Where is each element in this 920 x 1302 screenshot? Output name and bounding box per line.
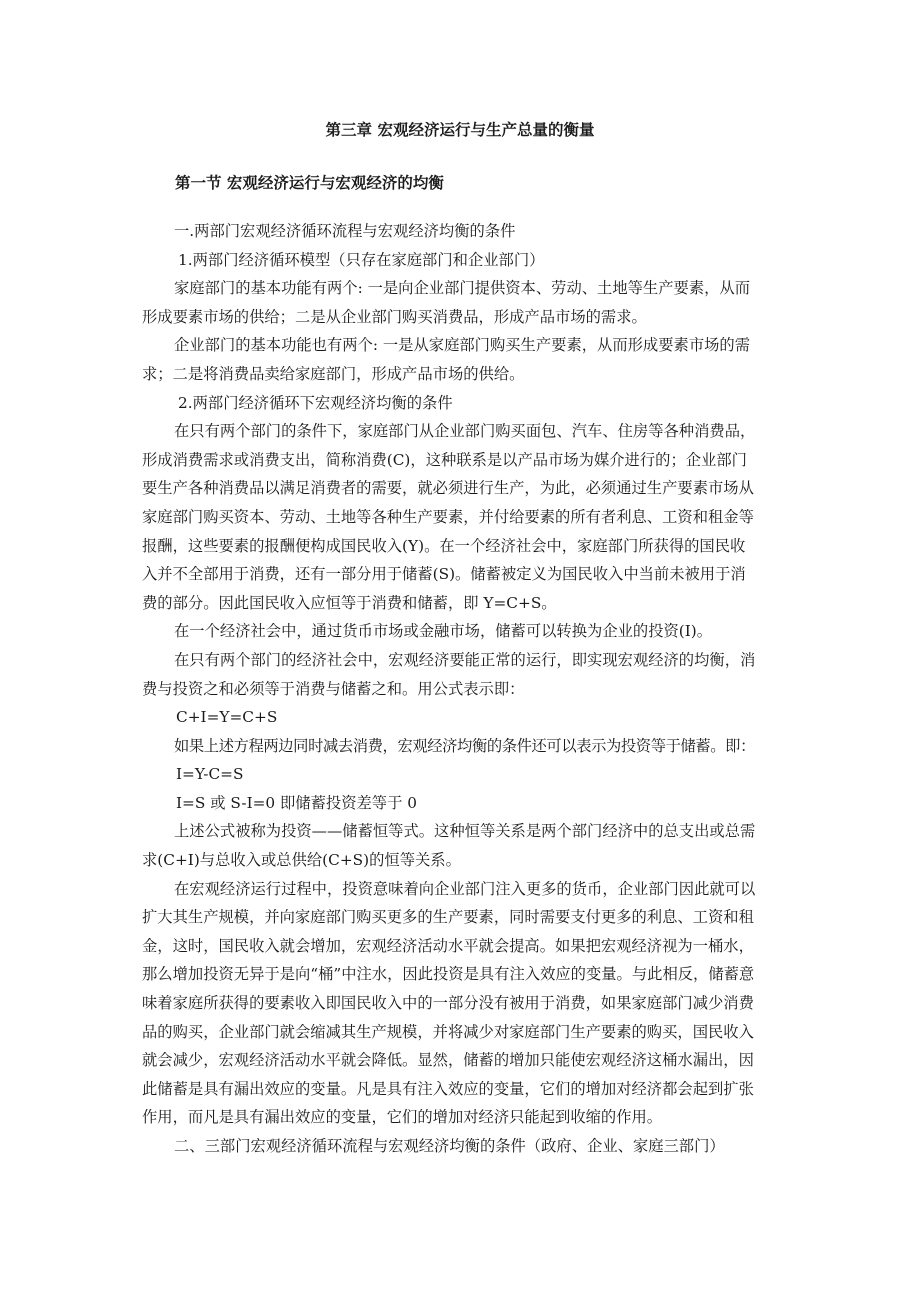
paragraph-injection-leakage-line: 作用，而凡是具有漏出效应的变量，它们的增加对经济只能起到收缩的作用。 (142, 1108, 663, 1127)
paragraph-identity-line: 求(C+I)与总收入或总供给(C+S)的恒等关系。 (142, 851, 461, 870)
paragraph-equilibrium-line: 费与投资之和必须等于消费与储蓄之和。用公式表示即： (142, 679, 525, 698)
paragraph-injection-leakage-line: 扩大其生产规模，并向家庭部门购买更多的生产要素，同时需要支付更多的利息、工资和租 (142, 908, 754, 927)
paragraph-two-sector-line: 费的部分。因此国民收入应恒等于消费和储蓄，即 Y=C+S。 (142, 593, 557, 612)
paragraph-two-sector-line: 形成消费需求或消费支出，简称消费(C)，这种联系是以产品市场为媒介进行的；企业部门 (142, 450, 747, 469)
paragraph-two-sector-line: 入并不全部用于消费，还有一部分用于储蓄(S)。储蓄被定义为国民收入中当前未被用于消 (142, 565, 746, 584)
chapter-title: 第三章 宏观经济运行与生产总量的衡量 (325, 121, 595, 139)
paragraph-household-function-line: 形成要素市场的供给；二是从企业部门购买消费品，形成产品市场的需求。 (142, 307, 647, 326)
paragraph-injection-leakage-line: 那么增加投资无异于是向“桶”中注水，因此投资是具有注入效应的变量。与此相反，储蓄意 (142, 965, 755, 984)
heading-two-sector: 一.两部门宏观经济循环流程与宏观经济均衡的条件 (174, 222, 516, 240)
paragraph-savings-investment: 在一个经济社会中，通过货币市场或金融市场，储蓄可以转换为企业的投资(I)。 (174, 622, 713, 641)
subheading-equilibrium-condition: 2.两部门经济循环下宏观经济均衡的条件 (178, 393, 453, 412)
paragraph-injection-leakage-line: 品的购买，企业部门就会缩减其生产规模，并将减少对家庭部门生产要素的购买，国民收入 (142, 1022, 754, 1041)
paragraph-identity-line: 上述公式被称为投资——储蓄恒等式。这种恒等关系是两个部门经济中的总支出或总需 (174, 822, 756, 841)
paragraph-two-sector-line: 报酬，这些要素的报酬便构成国民收入(Y)。在一个经济社会中，家庭部门所获得的国民收 (142, 536, 746, 555)
paragraph-injection-leakage-line: 此储蓄是具有漏出效应的变量。凡是具有注入效应的变量，它们的增加对经济都会起到扩张 (142, 1079, 754, 1098)
paragraph-injection-leakage-line: 金，这时，国民收入就会增加，宏观经济活动水平就会提高。如果把宏观经济视为一桶水， (142, 936, 754, 955)
paragraph-equilibrium-line: 在只有两个部门的经济社会中，宏观经济要能正常的运行，即实现宏观经济的均衡，消 (174, 650, 756, 669)
paragraph-two-sector-line: 要生产各种消费品以满足消费者的需要，就必须进行生产，为此，必须通过生产要素市场从 (142, 479, 754, 498)
paragraph-firm-function-line: 求；二是将消费品卖给家庭部门，形成产品市场的供给。 (142, 364, 525, 383)
paragraph-injection-leakage-line: 味着家庭所获得的要素收入即国民收入中的一部分没有被用于消费，如果家庭部门减少消费 (142, 994, 754, 1013)
paragraph-two-sector-line: 家庭部门购买资本、劳动、土地等各种生产要素，并付给要素的所有者利息、工资和租金等 (142, 507, 754, 526)
paragraph-two-sector-line: 在只有两个部门的条件下，家庭部门从企业部门购买面包、汽车、住房等各种消费品， (174, 422, 756, 441)
formula-investment-savings: I=Y-C=S (176, 765, 244, 784)
document-body (142, 217, 782, 1161)
paragraph-household-function-line: 家庭部门的基本功能有两个: 一是向企业部门提供资本、劳动、土地等生产要素，从而 (174, 279, 751, 298)
paragraph-injection-leakage-line: 在宏观经济运行过程中，投资意味着向企业部门注入更多的货币，企业部门因此就可以 (174, 879, 756, 898)
formula-equilibrium: C+I=Y=C+S (176, 708, 278, 727)
section-title: 第一节 宏观经济运行与宏观经济的均衡 (175, 174, 444, 192)
paragraph-injection-leakage-line: 就会减少，宏观经济活动水平就会降低。显然，储蓄的增加只能使宏观经济这桶水漏出，因 (142, 1051, 754, 1070)
paragraph-firm-function-line: 企业部门的基本功能也有两个: 一是从家庭部门购买生产要素，从而形成要素市场的需 (174, 336, 751, 355)
heading-three-sector: 二、三部门宏观经济循环流程与宏观经济均衡的条件（政府、企业、家庭三部门） (174, 1137, 725, 1155)
formula-savings-gap: I=S 或 S-I=0 即储蓄投资差等于 0 (176, 793, 417, 812)
subheading-circulation-model: 1.两部门经济循环模型（只存在家庭部门和企业部门） (178, 250, 545, 269)
paragraph-subtract-consumption: 如果上述方程两边同时减去消费，宏观经济均衡的条件还可以表示为投资等于储蓄。即： (174, 736, 755, 755)
